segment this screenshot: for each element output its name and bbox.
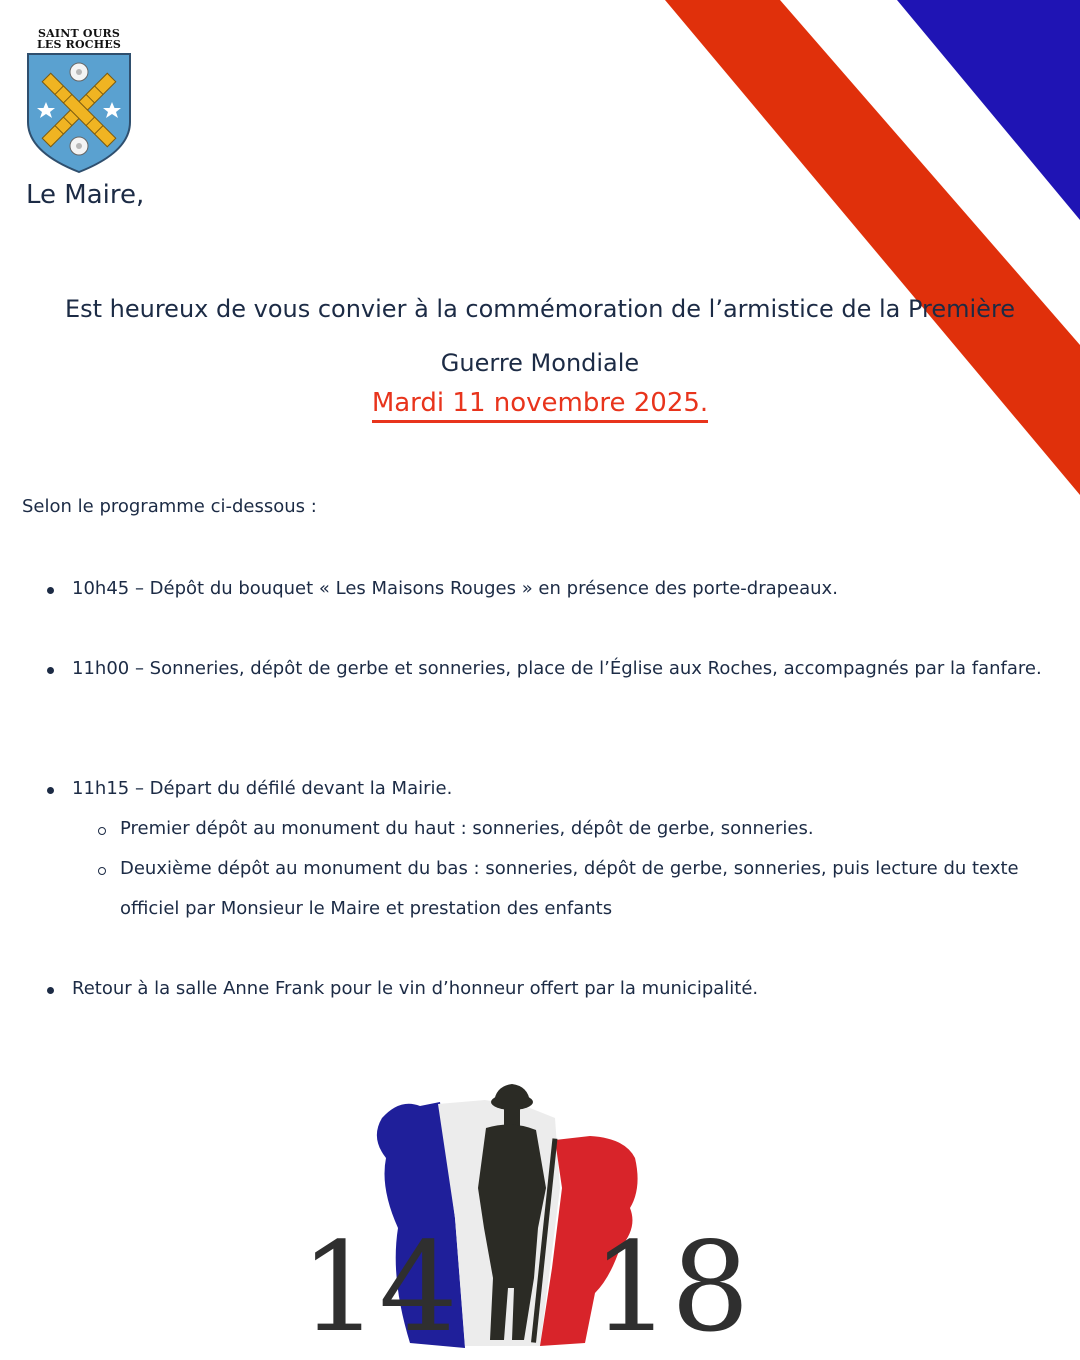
bullet-icon	[47, 667, 54, 674]
sub-list-item-text: Premier dépôt au monument du haut : sonneries, dépôt de gerbe, sonneries.	[120, 818, 814, 839]
greeting: Le Maire,	[26, 180, 145, 210]
list-item	[72, 969, 1052, 1009]
event-date-text: Mardi 11 novembre 2025.	[372, 388, 708, 423]
logo-line-1: SAINT OURS	[38, 27, 120, 40]
bullet-icon	[47, 587, 54, 594]
list-item	[72, 769, 1052, 809]
list-item-text: Retour à la salle Anne Frank pour le vin d’honneur offert par la municipalité.	[72, 978, 759, 999]
tricolor-ribbon	[0, 0, 1080, 520]
list-item	[72, 649, 1052, 689]
logo-line-2: LES ROCHES	[36, 38, 122, 51]
circle-bullet-icon	[98, 827, 106, 835]
list-item-text: 11h15 – Départ du défilé devant la Mairie.	[72, 778, 453, 799]
event-date	[0, 388, 1080, 418]
bullet-icon	[47, 787, 54, 794]
list-item	[72, 569, 1052, 609]
sub-list-item	[120, 809, 1040, 849]
year-right: 18	[592, 1216, 750, 1360]
town-logo	[24, 28, 134, 174]
bullet-icon	[47, 987, 54, 994]
list-item-text: 11h00 – Sonneries, dépôt de gerbe et sonneries, place de l’Église aux Roches, accompagnés par la fanfare.	[72, 658, 1042, 679]
circle-bullet-icon	[98, 867, 106, 875]
coat-of-arms-icon	[24, 52, 134, 174]
sub-list-item	[120, 849, 1040, 929]
program-intro: Selon le programme ci-dessous :	[22, 496, 317, 517]
sub-list-item-text: Deuxième dépôt au monument du bas : sonneries, dépôt de gerbe, sonneries, puis lecture du texte officiel par Monsieur le Maire et prestation des enfants	[120, 858, 1019, 919]
invitation-text: Est heureux de vous convier à la commémoration de l’armistice de la Première Guerre Mondiale	[64, 295, 1016, 377]
year-left: 14	[300, 1216, 458, 1360]
list-item-text: 10h45 – Dépôt du bouquet « Les Maisons Rouges » en présence des porte-drapeaux.	[72, 578, 838, 599]
